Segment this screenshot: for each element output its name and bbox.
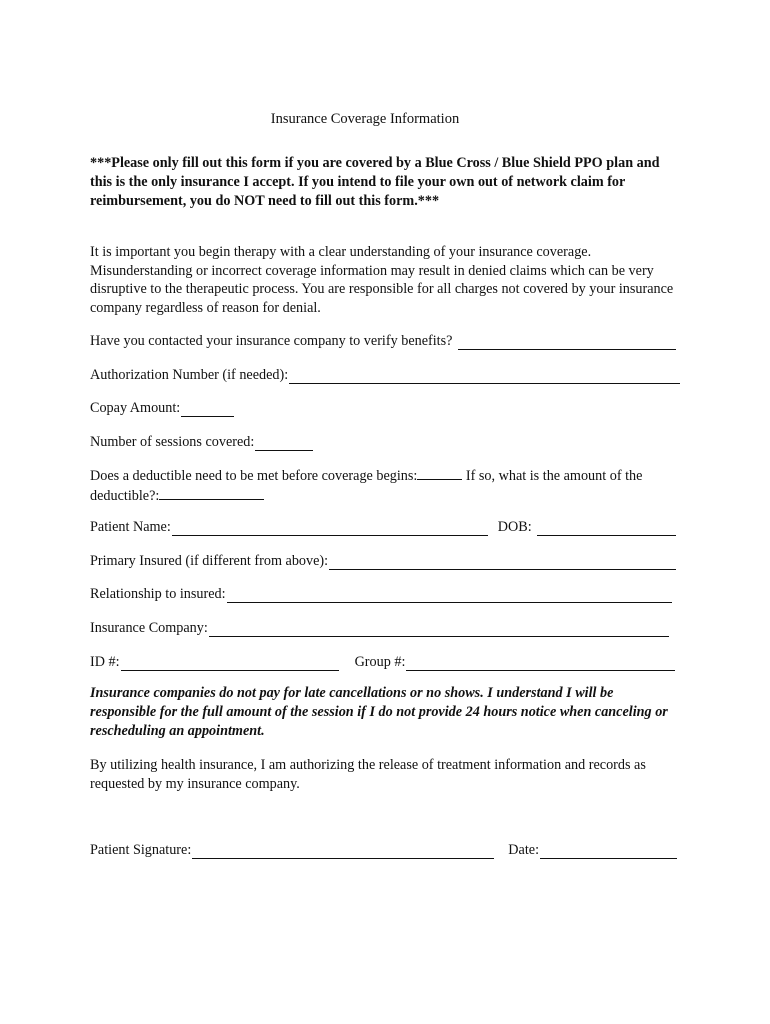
deductible-amount-field[interactable]	[159, 486, 264, 500]
primary-insured-field[interactable]	[329, 555, 676, 570]
authorization-label: Authorization Number (if needed):	[90, 367, 289, 383]
patient-name-field[interactable]	[172, 521, 488, 536]
copay-row	[90, 399, 680, 417]
ppo-notice: ***Please only fill out this form if you are covered by a Blue Cross / Blue Shield PPO plan and this is the only insurance I accept. If you intend to file your own out of network claim for reimbursement, you do NOT need to fill out this form.***	[90, 155, 660, 209]
relationship-label: Relationship to insured:	[90, 586, 226, 602]
contacted-insurance-field[interactable]	[458, 335, 676, 350]
sessions-field[interactable]	[255, 436, 313, 451]
patient-signature-field[interactable]	[192, 844, 494, 859]
patient-name-label: Patient Name:	[90, 519, 171, 535]
date-field[interactable]	[540, 844, 677, 859]
relationship-row	[90, 585, 680, 603]
id-field[interactable]	[121, 656, 339, 671]
copay-field[interactable]	[181, 402, 234, 417]
group-label: Group #:	[354, 654, 406, 670]
id-group-row	[90, 653, 680, 671]
relationship-field[interactable]	[227, 588, 672, 603]
group-field[interactable]	[406, 656, 675, 671]
insurance-company-field[interactable]	[209, 622, 669, 637]
contacted-insurance-label: Have you contacted your insurance company to verify benefits?	[90, 333, 453, 349]
id-label: ID #:	[90, 654, 120, 670]
deductible-row	[90, 466, 680, 505]
deductible-field[interactable]	[417, 466, 462, 480]
intro-paragraph: It is important you begin therapy with a clear understanding of your insurance coverage. Misunderstanding or incorrect coverage information may result in denied claims which can be very disruptive to the therapeutic process. You are responsible for all charges not covered by your insurance company regardless of reason for denial.	[90, 244, 674, 316]
sessions-row	[90, 433, 680, 451]
page-title: Insurance Coverage Information	[270, 111, 460, 127]
sessions-label: Number of sessions covered:	[90, 434, 255, 450]
dob-field[interactable]	[537, 521, 676, 536]
patient-signature-label: Patient Signature:	[90, 842, 192, 858]
copay-label: Copay Amount:	[90, 400, 181, 416]
patient-name-row	[90, 518, 680, 536]
insurance-company-row	[90, 619, 680, 637]
contacted-insurance-row	[90, 332, 680, 350]
signature-row	[90, 841, 680, 859]
insurance-company-label: Insurance Company:	[90, 620, 208, 636]
deductible-question: Does a deductible need to be met before coverage begins:	[90, 468, 418, 484]
authorization-statement: By utilizing health insurance, I am authorizing the release of treatment information and records as requested by my insurance company.	[90, 757, 646, 792]
cancellation-policy: Insurance companies do not pay for late cancellations or no shows. I understand I will be responsible for the full amount of the session if I do not provide 24 hours notice when canceling or rescheduling an appointment.	[90, 685, 668, 739]
authorization-field[interactable]	[289, 369, 680, 384]
deductible-amount-question: If so, what is the amount of the deductible?:	[90, 468, 643, 504]
authorization-row	[90, 366, 680, 384]
dob-label: DOB:	[497, 519, 532, 535]
date-label: Date:	[508, 842, 540, 858]
primary-insured-label: Primary Insured (if different from above):	[90, 553, 329, 569]
primary-insured-row	[90, 552, 680, 570]
